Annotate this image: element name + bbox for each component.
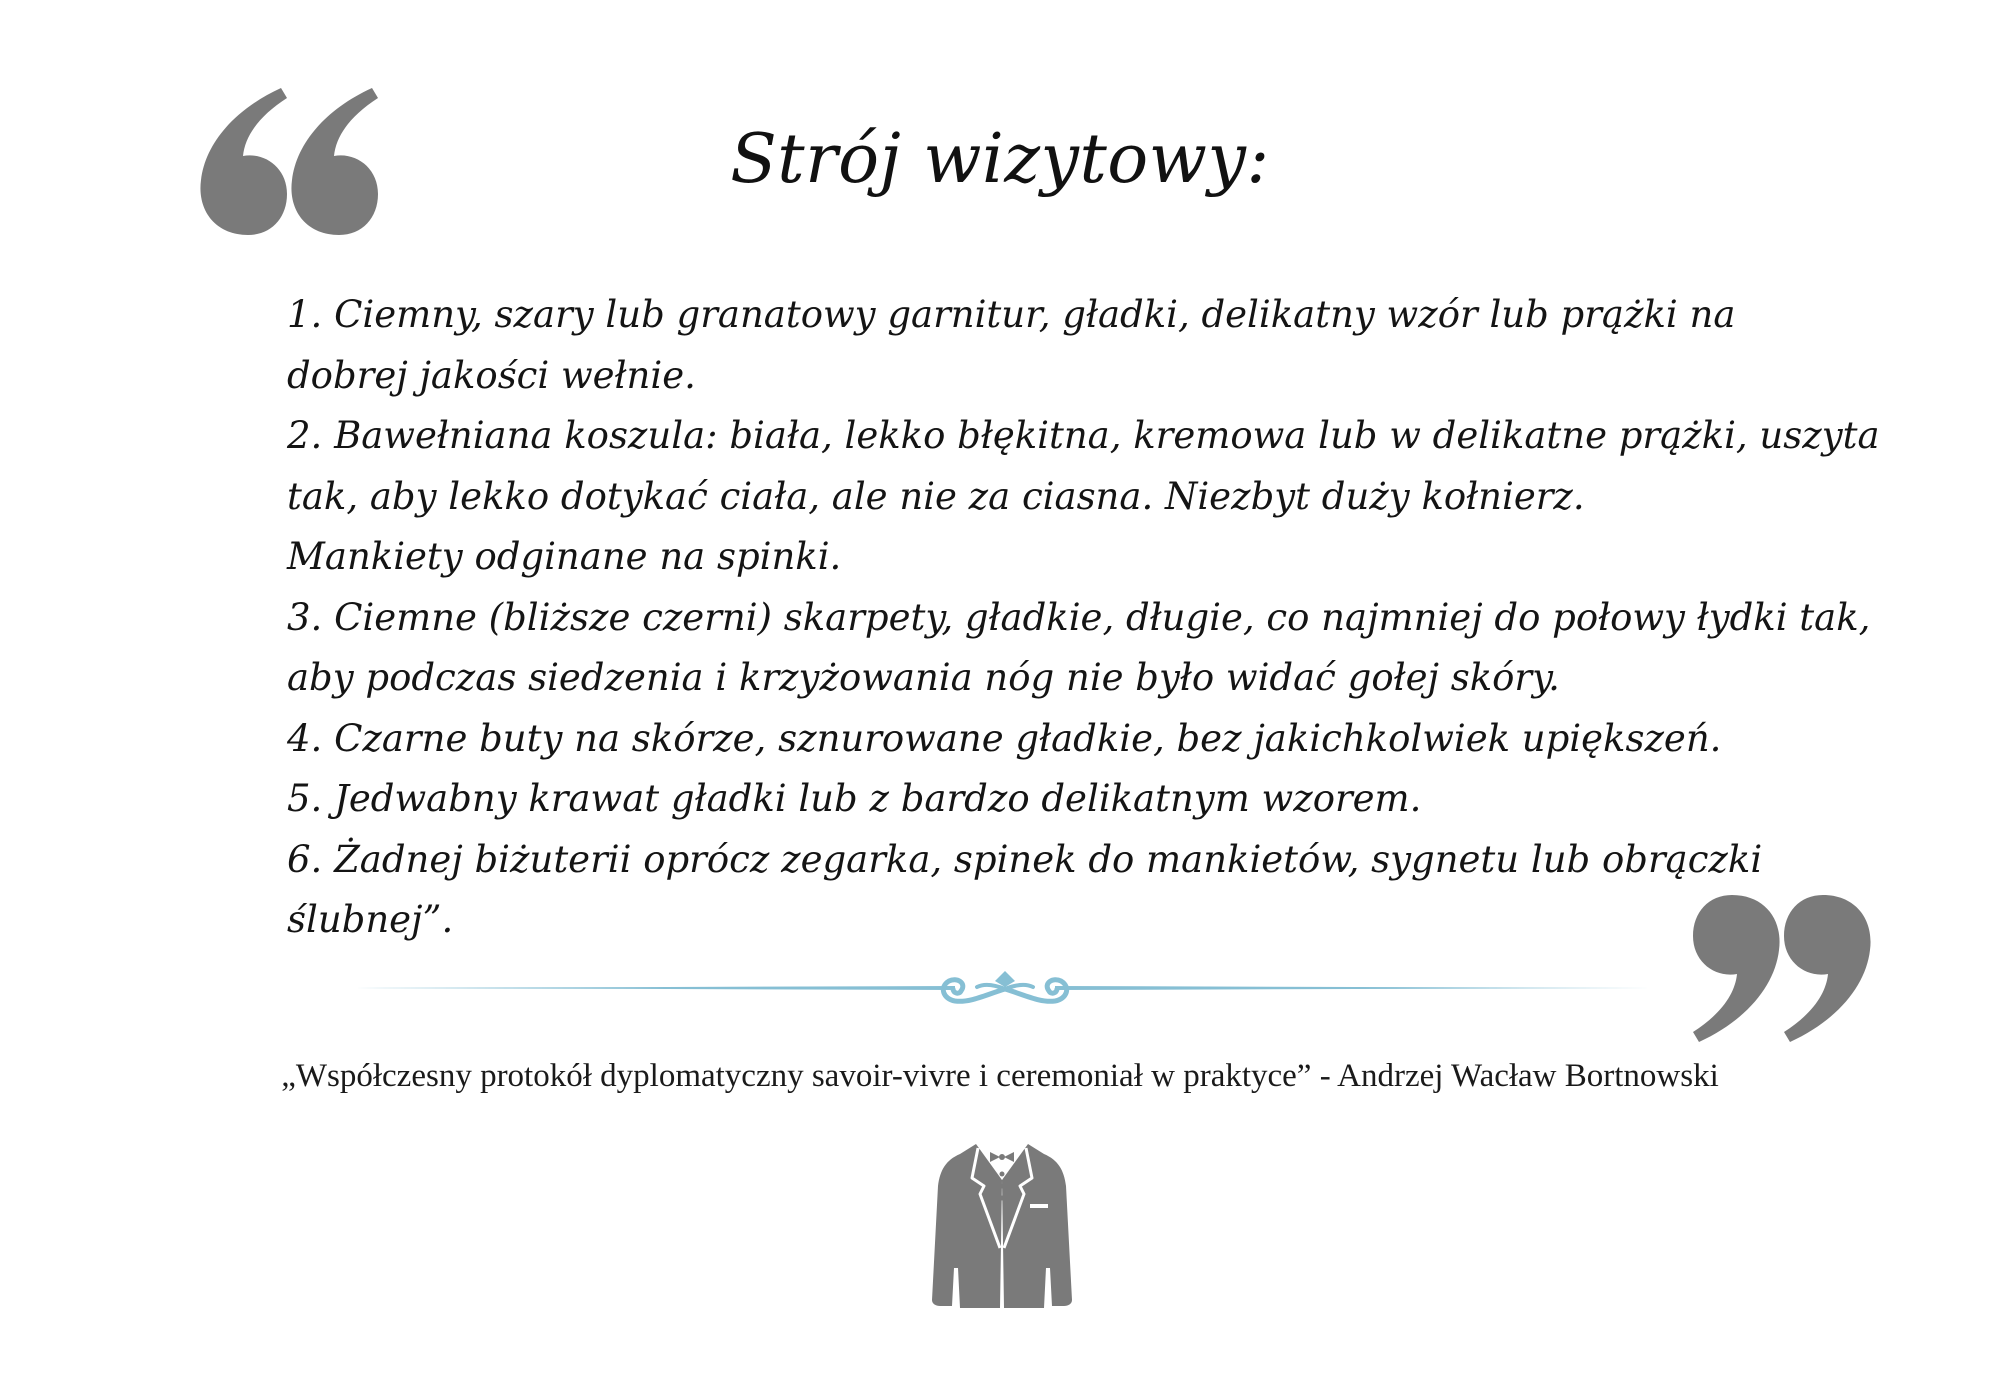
list-line: 1. Ciemny, szary lub granatowy garnitur, gładki, delikatny wzór lub prążki na <box>287 293 1736 336</box>
list-line: dobrej jakości wełnie. <box>287 353 696 397</box>
list-line: 3. Ciemne (bliższe czerni) skarpety, gładkie, długie, co najmniej do połowy łydki tak, <box>287 595 1871 639</box>
list-line: ślubnej”. <box>287 898 454 941</box>
citation: „Współczesny protokół dyplomatyczny savoir-vivre i ceremoniał w praktyce” - Andrzej Wacław Bortnowski <box>281 1058 1719 1094</box>
list-line: aby podczas siedzenia i krzyżowania nóg nie było widać gołej skóry. <box>287 656 1560 699</box>
closing-quote-icon <box>1688 890 1878 1060</box>
list-line: 5. Jedwabny krawat gładki lub z bardzo delikatnym wzorem. <box>287 777 1422 820</box>
list-line: 2. Bawełniana koszula: biała, lekko błękitna, kremowa lub w delikatne prążki, uszyta <box>287 414 1880 457</box>
tuxedo-jacket-icon <box>930 1140 1074 1310</box>
list-line: Mankiety odginane na spinki. <box>287 535 842 578</box>
list-line: 4. Czarne buty na skórze, sznurowane gładkie, bez jakichkolwiek upiększeń. <box>287 716 1722 760</box>
dress-code-list <box>287 285 1880 951</box>
ornamental-divider-icon <box>355 965 1655 1011</box>
list-line: tak, aby lekko dotykać ciała, ale nie za ciasna. Niezbyt duży kołnierz. <box>287 474 1585 518</box>
list-line: 6. Żadnej biżuterii oprócz zegarka, spinek do mankietów, sygnetu lub obrączki <box>287 837 1763 881</box>
page-title: Strój wizytowy: <box>730 120 1270 199</box>
